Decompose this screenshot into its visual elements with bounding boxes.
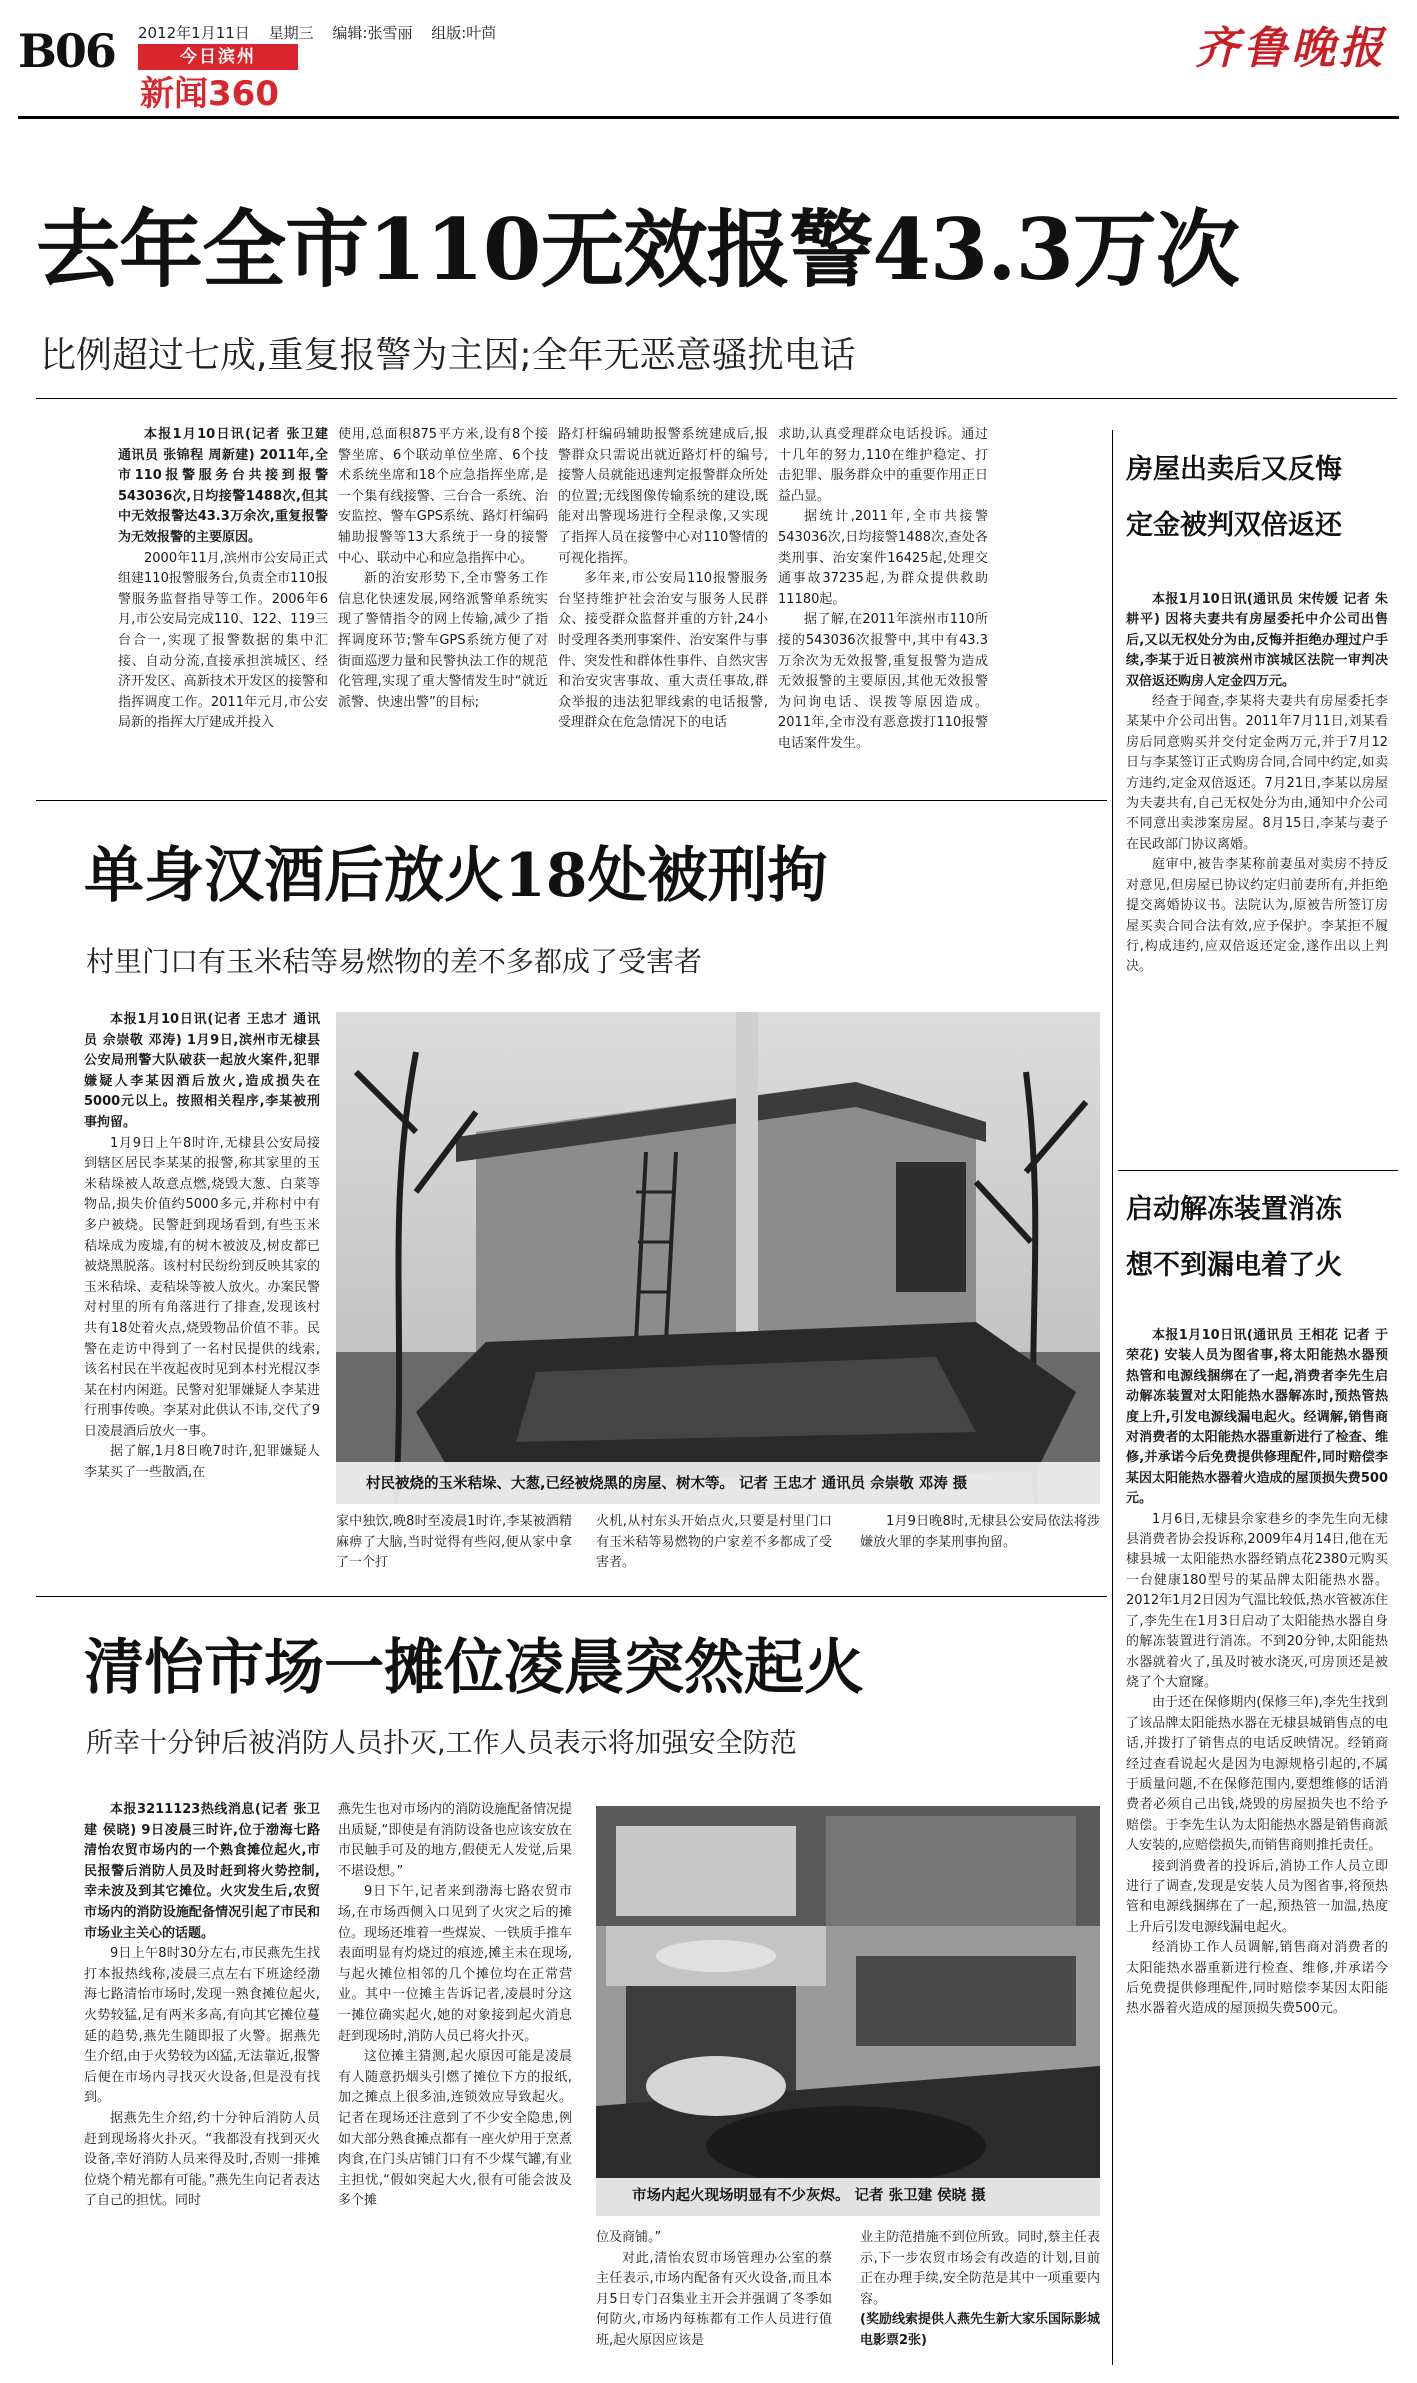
sidebar-story1-title-line1: 房屋出卖后又反悔 <box>1126 454 1342 485</box>
header-weekday: 星期三 <box>268 24 314 42</box>
article2-column-1 <box>84 1010 320 1550</box>
article1-paragraph: 据统计,2011年,全市共接警543036次,日均接警1488次,查处各类刑事、治安案件16425起,处理交通事故37235起,为群众提供救助11180起。 <box>778 509 988 607</box>
article2-paragraph: 据了解,1月8日晚7时许,犯罪嫌疑人李某买了一些散酒,在 <box>84 1444 320 1481</box>
article1-column-2 <box>338 425 548 785</box>
article3-column-2 <box>338 1800 572 2370</box>
article3-paragraph: 对此,清怡农贸市场管理办公室的蔡主任表示,市场内配备有灭火设备,而且本月5日专门召集业主开会并强调了冬季如何防火,市场内每栋都有工作人员进行值班,起火原因应该是 <box>596 2250 832 2348</box>
header-date-line <box>138 22 496 43</box>
article1-column-3 <box>558 425 768 785</box>
article3-paragraph: 业主防范措施不到位所致。同时,蔡主任表示,下一步农贸市场会有改造的计划,目前正在办理手续,安全防范是其中一项重要内容。 <box>860 2230 1100 2307</box>
header-rule <box>18 116 1399 119</box>
article3-paragraph: 9日上午8时30分左右,市民燕先生找打本报热线称,凌晨三点左右下班途经渤海七路清怡市场时,发现一熟食摊位起火,火势较猛,足有两米多高,有向其它摊位蔓延的趋势,燕先生随即报了火警。据燕先生介绍,由于火势较为凶猛,无法靠近,报警后便在市场内寻找灭火设备,但是没有找到。 <box>84 1946 320 2106</box>
sidebar-story2-title <box>1126 1188 1396 1288</box>
article2-column-2 <box>336 1512 572 1582</box>
article3-column-3 <box>596 2228 832 2368</box>
article1-top-rule <box>36 398 1397 399</box>
article3-column-1 <box>84 1800 320 2370</box>
article3-photo <box>596 1806 1100 2216</box>
sidebar-story-separator <box>1118 1170 1398 1171</box>
article1-headline: 去年全市110无效报警43.3万次 <box>36 200 1239 299</box>
sidebar-story2-paragraph: 1月6日,无棣县佘家巷乡的李先生向无棣县消费者协会投诉称,2009年4月14日,他在无棣县城一太阳能热水器经销点花2380元购买一台健康180型号的某品牌太阳能热水器。2012年1月2日因为气温比较低,热水管被冻住了,李先生在1月3日启动了太阳能热水器自身的解冻装置进行消冻。不到20分钟,太阳能热水器就着火了,虽及时被水浇灭,可房顶还是被烧了个大窟窿。 <box>1126 1511 1388 1690</box>
article2-column-3 <box>596 1512 832 1582</box>
header-date: 2012年1月11日 <box>138 24 250 42</box>
article1-paragraph: 据了解,在2011年滨州市110所接的543036次报警中,其中有43.3万余次为无效报警,重复报警为造成无效报警的主要原因,其他无效报警为问询电话、误拨等原因造成。2011年,全市没有恶意拨打110报警电话案件发生。 <box>778 612 988 751</box>
sidebar-story1-title-line2: 定金被判双倍返还 <box>1126 510 1342 541</box>
article2-headline: 单身汉酒后放火18处被刑拘 <box>84 841 828 911</box>
article2-photo <box>336 1012 1100 1504</box>
article1-subtitle: 比例超过七成,重复报警为主因;全年无恶意骚扰电话 <box>40 335 856 376</box>
sidebar-story1-body <box>1126 590 1388 1150</box>
sidebar-story2-paragraph: 接到消费者的投诉后,消协工作人员立即进行了调查,发现是安装人员为图省事,将预热管和电源线捆绑在了一起,预热管一加温,热度上升后引发电源线漏电起火。 <box>1126 1858 1388 1935</box>
article2-paragraph: 1月9日晚8时,无棣县公安局依法将涉嫌放火罪的李某刑事拘留。 <box>860 1514 1100 1550</box>
article1-column-1 <box>118 425 328 785</box>
article1-bottom-rule <box>36 800 1107 801</box>
sidebar-story2-paragraph: 本报1月10日讯(通讯员 王相花 记者 于荣花) 安装人员为图省事,将太阳能热水器预热管和电源线捆绑在了一起,消费者李先生启动解冻装置对太阳能热水器解冻时,预热管热度上升,引发电源线漏电起火。经调解,销售商对消费者的太阳能热水器重新进行了检查、维修,并承诺今后免费提供修理配件,同时赔偿李某因太阳能热水器着火造成的屋顶损失费500元。 <box>1126 1328 1388 1507</box>
article1-paragraph: 本报1月10日讯(记者 张卫建 通讯员 张锦程 周新建) 2011年,全市110报警服务台共接到报警543036次,日均接警1488次,但其中无效报警达43.3万余次,重复报警为无效报警的主要原因。 <box>118 427 328 545</box>
article3-subtitle: 所幸十分钟后被消防人员扑灭,工作人员表示将加强安全防范 <box>86 1728 797 1759</box>
article1-column-4 <box>778 425 988 785</box>
article1-paragraph: 2000年11月,滨州市公安局正式组建110报警服务台,负责全市110报警服务监督指导等工作。2006年6月,市公安局完成110、122、119三台合一,实现了报警数据的集中汇接、自动分流,直接承担滨城区、经济开发区、高新技术开发区的接警和指挥调度工作。2011年元月,市公安局新的指挥大厅建成并投入 <box>118 550 328 731</box>
header-editor: 编辑:张雪丽 <box>332 24 413 42</box>
article2-paragraph: 本报1月10日讯(记者 王忠才 通讯员 佘崇敬 邓涛) 1月9日,滨州市无棣县公安局刑警大队破获一起放火案件,犯罪嫌疑人李某因酒后放火,造成损失在5000元以上。按照相关程序,李某被刑事拘留。 <box>84 1012 320 1130</box>
article2-paragraph: 1月9日上午8时许,无棣县公安局接到辖区居民李某某的报警,称其家里的玉米秸垛被人故意点燃,烧毁大葱、白菜等物品,损失价值约5000多元,并称村中有多户被烧。民警赶到现场看到,有些玉米秸垛成为废墟,有的树木被波及,树皮都已被烧黑脱落。该村村民纷纷到反映其家的玉米秸垛、麦秸垛等被人放火。办案民警对村里的所有角落进行了排查,发现该村共有18处着火点,烧毁物品价值不菲。民警在走访中得到了一名村民提供的线索,该名村民在半夜起夜时见到本村光棍汉李某在村内闲逛。民警对犯罪嫌疑人李某进行刑事传唤。李某对此供认不讳,交代了9日凌晨酒后放火一事。 <box>84 1135 320 1439</box>
section-tag <box>138 44 298 70</box>
header-layout: 组版:叶茴 <box>431 24 497 42</box>
sidebar-story1-paragraph: 本报1月10日讯(通讯员 宋传媛 记者 朱耕平) 因将夫妻共有房屋委托中介公司出售后,又以无权处分为由,反悔并拒绝办理过户手续,李某于近日被滨州市滨城区法院一审判决双倍返还购房人定金四万元。 <box>1126 592 1388 689</box>
sidebar-story2-paragraph: 由于还在保修期内(保修三年),李先生找到了该品牌太阳能热水器在无棣县城销售点的电话,并拨打了销售点的电话反映情况。经销商经过查看说起火是因为电源规格引起的,不属于质量问题,不在保修范围内,要想维修的话消费者必须自己出钱,烧毁的房屋损失也不给予赔偿。于李先生认为太阳能热水器是销售商派人安装的,应赔偿损失,而销售商则推托责任。 <box>1126 1695 1388 1854</box>
article3-paragraph: 燕先生也对市场内的消防设施配备情况提出质疑,“即使是有消防设备也应该安放在市民触手可及的地方,假使无人发觉,后果不堪设想。” <box>338 1802 573 1879</box>
sidebar-story2-paragraph: 经消协工作人员调解,销售商对消费者的太阳能热水器重新进行检查、维修,并承诺今后免费提供修理配件,同时赔偿李某因太阳能热水器着火造成的屋顶损失费500元。 <box>1126 1940 1388 2017</box>
article1-paragraph: 求助,认真受理群众电话投诉。通过十几年的努力,110在维护稳定、打击犯罪、服务群众中的重要作用正日益凸显。 <box>778 427 988 504</box>
article3-credit: (奖励线索提供人燕先生新大家乐国际影城电影票2张) <box>860 2312 1100 2348</box>
section-tag-label: 今日滨州 <box>180 47 256 67</box>
article2-column-4 <box>860 1512 1100 1582</box>
sidebar-story1-paragraph: 庭审中,被告李某称前妻虽对卖房不持反对意见,但房屋已协议约定归前妻所有,并拒绝提交离婚协议书。法院认为,原被告所签订房屋买卖合同合法有效,应予保护。李某拒不履行,构成违约,应双倍返还定金,遂作出以上判决。 <box>1126 857 1388 975</box>
article1-paragraph: 使用,总面积875平方米,设有8个接警坐席、6个联动单位坐席、6个技术系统坐席和18个应急指挥坐席,是一个集有线接警、三台合一系统、治安监控、警车GPS系统、路灯杆编码辅助报警等13大系统于一身的接警中心、联动中心和应急指挥中心。 <box>338 427 548 566</box>
article2-paragraph: 家中独饮,晚8时至凌晨1时许,李某被酒精麻痹了大脑,当时觉得有些闷,便从家中拿了一个打 <box>336 1514 572 1571</box>
sidebar-story1-paragraph: 经查于闻查,李某将夫妻共有房屋委托李某某中介公司出售。2011年7月11日,刘某看房后同意购买并交付定金两万元,并于7月12日与李某签订正式购房合同,合同中约定,如卖方违约,定金双倍返还。7月21日,李某以房屋为夫妻共有,自己无权处分为由,通知中介公司不同意出卖涉案房屋。8月15日,李某与妻子在民政部门协议离婚。 <box>1126 694 1388 852</box>
sidebar-story2-title-line2: 想不到漏电着了火 <box>1126 1250 1342 1281</box>
sidebar-story1-title <box>1126 448 1396 548</box>
article3-paragraph: 据燕先生介绍,约十分钟后消防人员赶到现场将火扑灭。“我都没有找到灭火设备,幸好消防人员来得及时,否则一排摊位烧个精光都有可能。”燕先生向记者表达了自己的担忧。同时 <box>84 2110 320 2209</box>
article3-headline: 清怡市场一摊位凌晨突然起火 <box>84 1633 864 1703</box>
masthead-logo: 齐鲁晚报 <box>1195 23 1387 74</box>
article2-subtitle: 村里门口有玉米秸等易燃物的差不多都成了受害者 <box>86 945 703 978</box>
sidebar-divider <box>1112 430 1113 2365</box>
burned-house-photo <box>336 1012 1100 1504</box>
article3-paragraph: 这位摊主猜测,起火原因可能是凌晨有人随意扔烟头引燃了摊位下方的报纸,加之摊点上很多油,连锁效应导致起火。记者在现场还注意到了不少安全隐患,例如大部分熟食摊点都有一座火炉用于烹煮肉食,在门头店铺门口有不少煤气罐,有业主担忧,“假如突起大火,很有可能会波及多个摊 <box>338 2049 573 2209</box>
article1-paragraph: 新的治安形势下,全市警务工作信息化快速发展,网络派警单系统实现了警情指令的网上传输,减少了指挥调度环节;警车GPS系统方便了对街面巡逻力量和民警执法工作的规范化管理,实现了重大警情发生时“就近派警、快速出警”的目标; <box>338 571 548 710</box>
sidebar-story2-title-line1: 启动解冻装置消冻 <box>1126 1194 1342 1225</box>
article2-photo-caption: 村民被烧的玉米秸垛、大葱,已经被烧黑的房屋、树木等。 记者 王忠才 通讯员 佘崇敬 邓涛 摄 <box>366 1476 968 1492</box>
article3-paragraph: 位及商铺。” <box>596 2230 662 2245</box>
article3-photo-caption: 市场内起火现场明显有不少灰烬。 记者 张卫建 侯晓 摄 <box>632 2188 986 2204</box>
section-name: 新闻360 <box>140 74 279 114</box>
article3-paragraph: 本报3211123热线消息(记者 张卫建 侯晓) 9日凌晨三时许,位于渤海七路清怡农贸市场内的一个熟食摊位起火,市民报警后消防人员及时赶到将火势控制,幸未波及到其它摊位。火灾发生后,农贸市场内的消防设施配备情况引起了市民和市场业主关心的话题。 <box>84 1802 320 1941</box>
article1-paragraph: 路灯杆编码辅助报警系统建成后,报警群众只需说出就近路灯杆的编号,接警人员就能迅速判定报警群众所处的位置;无线图像传输系统的建设,既能对出警现场进行全程录像,又实现了指挥人员在接警中心对110警情的可视化指挥。 <box>558 427 768 566</box>
article1-paragraph: 多年来,市公安局110报警服务台坚持维护社会治安与服务人民群众、接受群众监督并重的方针,24小时受理各类刑事案件、治安案件与事件、突发性和群体性事件、自然灾害和治安灾害事故、重大责任事故,群众举报的违法犯罪线索的电话报警,受理群众在危急情况下的电话 <box>558 571 768 731</box>
page-number: B06 <box>18 24 115 78</box>
market-fire-photo <box>596 1806 1100 2216</box>
article3-paragraph: 9日下午,记者来到渤海七路农贸市场,在市场西侧入口见到了火灾之后的摊位。现场还堆着一些煤炭、一铁质手推车表面明显有灼烧过的痕迹,摊主未在现场,与起火摊位相邻的几个摊位均在正常营业。其中一位摊主告诉记者,凌晨时分这一摊位确实起火,她的对象接到起火消息赶到现场时,消防人员已将火扑灭。 <box>338 1884 573 2044</box>
article2-bottom-rule <box>36 1596 1107 1597</box>
article2-paragraph: 火机,从村东头开始点火,只要是村里门口有玉米秸等易燃物的户家差不多都成了受害者。 <box>596 1514 832 1571</box>
sidebar-story2-body <box>1126 1326 1388 2366</box>
article3-column-4 <box>860 2228 1100 2368</box>
